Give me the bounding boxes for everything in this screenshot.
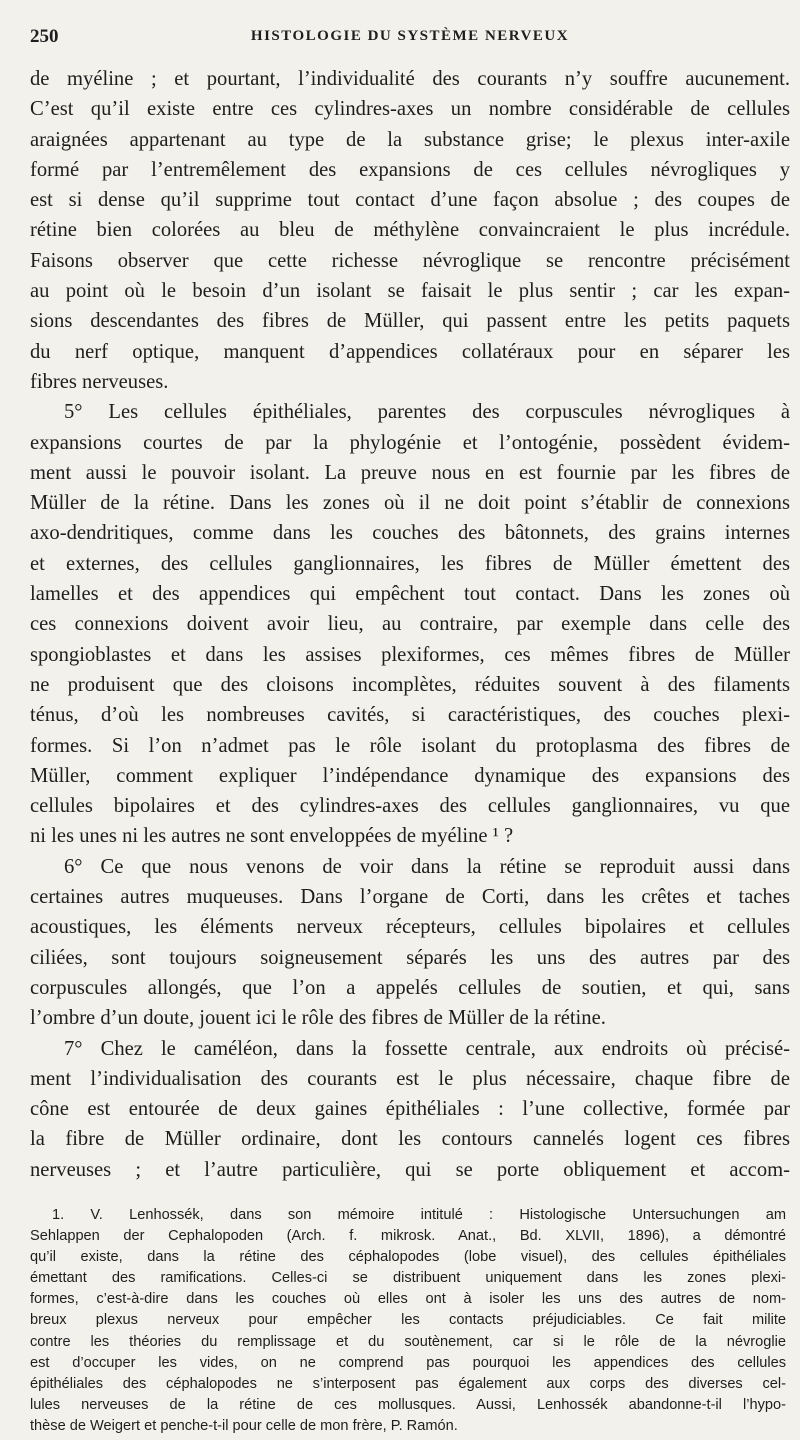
body-line: lamelles et des appendices qui empêchent tout contact. Dans les zones où [30, 583, 790, 606]
body-line: acoustiques, les éléments nerveux récepteurs, cellules bipolaires et cellules [30, 916, 790, 939]
body-line: formé par l’entremêlement des expansions de ces cellules névrogliques y [30, 158, 790, 181]
footnotes [30, 1205, 790, 1437]
body-line: ment l’individualisation des courants est le plus nécessaire, chaque fibre de [30, 1067, 790, 1090]
body-line: araignées appartenant au type de la substance grise; le plexus inter-axile [30, 128, 790, 151]
footnote-line: 1. V. Lenhossék, dans son mémoire intitulé : Histologische Untersuchungen am [52, 1206, 786, 1223]
body-line: Müller, comment expliquer l’indépendance dynamique des expansions des [30, 764, 790, 787]
footnote-line: épithéliales des céphalopodes ne s’interposent pas également aux corps des diverses cel- [30, 1375, 786, 1392]
body-line: cellules bipolaires et des cylindres-axes des cellules ganglionnaires, vu que [30, 795, 790, 818]
body-line: et externes, des cellules ganglionnaires, les fibres de Müller émettent des [30, 552, 790, 575]
body-line: ne produisent que des cloisons incomplètes, réduites souvent à des filaments [30, 673, 790, 696]
footnote-line: émettant des ramifications. Celles-ci se distribuent uniquement dans les zones plexi- [30, 1270, 786, 1287]
body-line: certaines autres muqueuses. Dans l’organe de Corti, dans les crêtes et taches [30, 886, 790, 909]
body-line: cône est entourée de deux gaines épithéliales : l’une collective, formée par [30, 1098, 790, 1121]
footnote-line: formes, c’est-à-dire dans les couches où elles ont à isoler les uns des autres de nom- [30, 1291, 786, 1308]
body-line: rétine bien colorées au bleu de méthylène convaincraient le plus incrédule. [30, 219, 790, 242]
body-line: ténus, d’où les nombreuses cavités, si caractéristiques, des couches plexi- [30, 704, 790, 727]
body-line: est si dense qu’il supprime tout contact d’une façon absolue ; des coupes de [30, 189, 790, 212]
body-line: ment aussi le pouvoir isolant. La preuve nous en est fournie par les fibres de [30, 461, 790, 484]
footnote-line: qu’il existe, dans la rétine des céphalopodes (lobe visuel), des cellules épithéliales [30, 1249, 786, 1266]
body-line: de myéline ; et pourtant, l’individualité des courants n’y souffre aucunement. [30, 68, 790, 90]
body-line: l’ombre d’un doute, jouent ici le rôle des fibres de Müller de la rétine. [30, 1007, 606, 1030]
footnote-line: breux plexus nerveux pour empêcher les contacts préjudiciables. Ce fait milite [30, 1312, 786, 1329]
body-line: nerveuses ; et l’autre particulière, qui se porte obliquement et accom- [30, 1158, 790, 1181]
body-line: sions descendantes des fibres de Müller, qui passent entre les petits paquets [30, 310, 790, 333]
footnote-line: thèse de Weigert et penche-t-il pour celle de mon frère, P. Ramón. [30, 1417, 458, 1434]
body-line: expansions courtes de par la phylogénie et l’ontogénie, possèdent évidem- [30, 431, 790, 454]
footnote-line: est d’occuper les vides, on ne comprend pas pourquoi les appendices des cellules [30, 1354, 786, 1371]
body-line: du nerf optique, manquent d’appendices collatéraux pour en séparer les [30, 340, 790, 363]
body-text [30, 64, 790, 1185]
body-line: fibres nerveuses. [30, 370, 169, 393]
body-line: ces connexions doivent avoir lieu, au contraire, par exemple dans celle des [30, 613, 790, 636]
body-line: corpuscules allongés, que l’on a appelés cellules de soutien, et qui, sans [30, 976, 790, 999]
body-line: axo-dendritiques, comme dans les couches des bâtonnets, des grains internes [30, 522, 790, 545]
body-line: 7° Chez le caméléon, dans la fossette centrale, aux endroits où précisé- [64, 1037, 790, 1060]
footnote-line: Sehlappen der Cephalopoden (Arch. f. mikrosk. Anat., Bd. XLVII, 1896), a démontré [30, 1228, 786, 1245]
body-line: C’est qu’il existe entre ces cylindres-axes un nombre considérable de cellules [30, 98, 790, 121]
body-line: au point où le besoin d’un isolant se faisait le plus sentir ; car les expan- [30, 280, 790, 303]
running-head [30, 26, 790, 52]
page-number: 250 [30, 26, 59, 47]
body-line: formes. Si l’on n’admet pas le rôle isolant du protoplasma des fibres de [30, 734, 790, 757]
footnote-line: lules nerveuses de la rétine de ces mollusques. Aussi, Lenhossék abandonne-t-il l’hypo- [30, 1396, 786, 1413]
body-line: ciliées, sont toujours soigneusement séparés les uns des autres par des [30, 946, 790, 969]
body-line: 5° Les cellules épithéliales, parentes des corpuscules névrogliques à [64, 401, 790, 424]
footnote-line: contre les théories du remplissage et du soutènement, car si le rôle de la névroglie [30, 1333, 786, 1350]
body-line: Müller de la rétine. Dans les zones où il ne doit point s’établir de connexions [30, 492, 790, 515]
body-line: ni les unes ni les autres ne sont enveloppées de myéline ¹ ? [30, 825, 514, 848]
running-title: HISTOLOGIE DU SYSTÈME NERVEUX [250, 28, 570, 44]
body-line: spongioblastes et dans les assises plexiformes, ces mêmes fibres de Müller [30, 643, 790, 666]
body-line: la fibre de Müller ordinaire, dont les contours cannelés logent ces fibres [30, 1128, 790, 1151]
body-line: Faisons observer que cette richesse névroglique se rencontre précisément [30, 249, 790, 272]
body-line: 6° Ce que nous venons de voir dans la rétine se reproduit aussi dans [64, 855, 790, 878]
